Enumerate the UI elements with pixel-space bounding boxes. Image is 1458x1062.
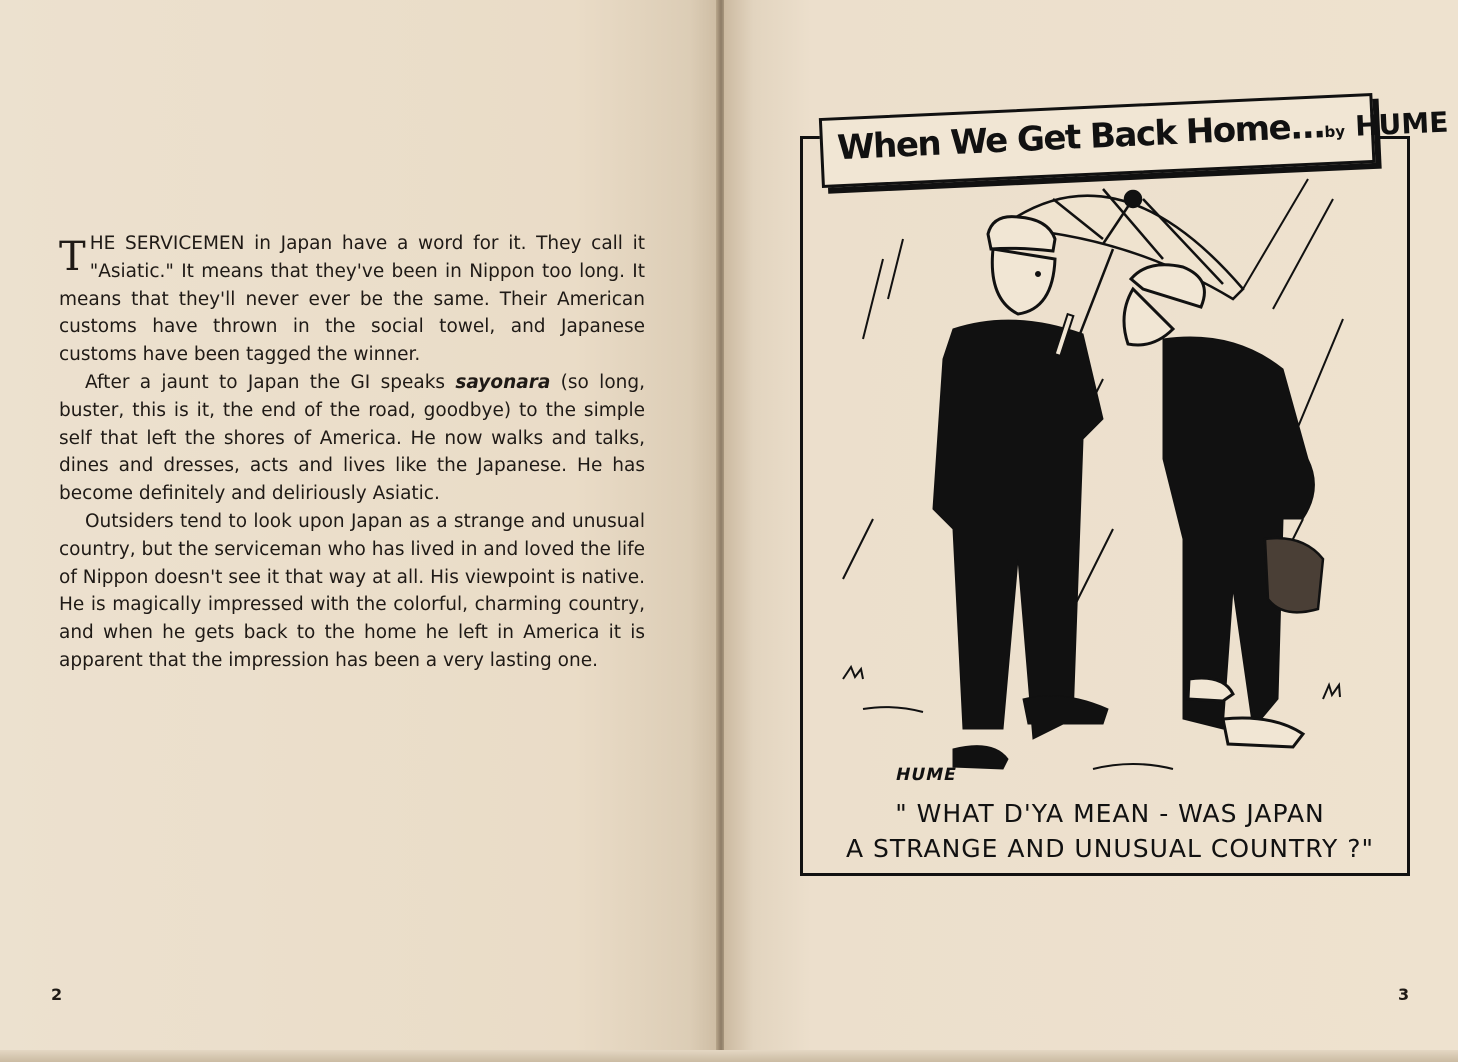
cartoon-title-main: When We Get Back Home... (836, 106, 1326, 169)
cartoon-title (836, 101, 1449, 169)
page-bottom-edge (0, 1050, 1458, 1062)
artist-signature: HUME (893, 765, 959, 785)
right-page (724, 0, 1458, 1062)
paragraph-outsiders-text: Outsiders tend to look upon Japan as a strange and unusual country, but the serviceman who has lived in and loved the life of Nippon doesn't see it that way at all. His viewpoint is native. He is magically impressed with the colorful, charming country, and when he gets back to the home he left in America it is apparent that the impression has been a very lasting one. (59, 510, 645, 671)
left-sailor-icon (933, 217, 1108, 769)
article-text (59, 230, 645, 675)
paragraph-sayonara-before: After a jaunt to Japan the GI speaks (85, 371, 456, 393)
paragraph-intro (59, 230, 645, 369)
paragraph-sayonara-after: (so long, buster, this is it, the end of the road, goodbye) to the simple self that left the shores of America. He now walks and talks, dines and dresses, acts and lives like the Japanese. He has become definitely and deliriously Asiatic. (59, 371, 645, 505)
cartoon-title-author: HUME (1354, 105, 1450, 143)
sayonara-emphasis: sayonara (455, 371, 551, 393)
paragraph-intro-text: HE SERVICEMEN in Japan have a word for it. They call it "Asiatic." It means that they've been in Nippon too long. It means that they'll never ever be the same. Their American customs have thrown in the social towel, and Japanese customs have been tagged the winner. (59, 233, 645, 366)
paragraph-sayonara (59, 369, 645, 508)
caption-line-1: " WHAT D'YA MEAN - WAS JAPAN (895, 799, 1325, 828)
paragraph-outsiders (59, 508, 645, 675)
cartoon-illustration (803, 139, 1407, 789)
cartoon-caption (820, 796, 1400, 866)
cartoon-title-by: by (1324, 122, 1346, 142)
page-number-right: 3 (1398, 985, 1410, 1004)
right-sailor-icon (1124, 265, 1323, 747)
left-page (0, 0, 718, 1062)
page-number-left: 2 (51, 985, 63, 1004)
caption-line-2: A STRANGE AND UNUSUAL COUNTRY ?" (845, 834, 1375, 863)
drop-cap-letter: T (59, 234, 86, 280)
